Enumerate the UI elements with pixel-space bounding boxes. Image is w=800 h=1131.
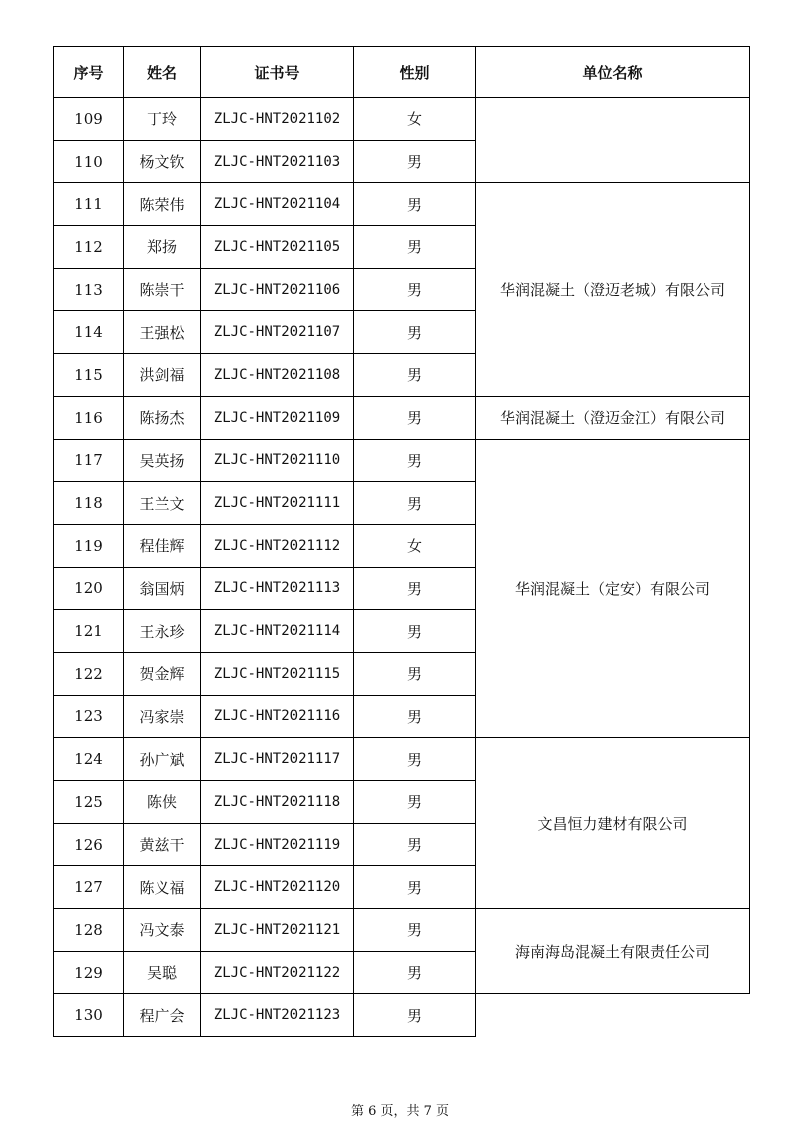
row-gender: 男	[354, 738, 476, 781]
row-seq: 126	[54, 823, 124, 866]
row-name: 丁玲	[124, 98, 201, 141]
row-unit-name	[476, 994, 750, 1037]
header-gender: 性别	[354, 47, 476, 98]
row-seq: 115	[54, 354, 124, 397]
row-cert-number: ZLJC-HNT2021117	[201, 738, 354, 781]
row-seq: 125	[54, 781, 124, 824]
row-cert-number: ZLJC-HNT2021119	[201, 823, 354, 866]
row-name: 杨文钦	[124, 140, 201, 183]
table-row	[54, 98, 750, 141]
row-seq: 122	[54, 652, 124, 695]
row-gender: 男	[354, 909, 476, 952]
row-name: 翁国炳	[124, 567, 201, 610]
row-gender: 男	[354, 823, 476, 866]
row-cert-number: ZLJC-HNT2021121	[201, 909, 354, 952]
row-name: 孙广斌	[124, 738, 201, 781]
row-unit-name: 华润混凝土（澄迈金江）有限公司	[476, 396, 750, 439]
row-cert-number: ZLJC-HNT2021104	[201, 183, 354, 226]
row-seq: 121	[54, 610, 124, 653]
row-name: 洪剑福	[124, 354, 201, 397]
row-name: 程佳辉	[124, 524, 201, 567]
row-gender: 男	[354, 183, 476, 226]
row-gender: 男	[354, 482, 476, 525]
row-unit-name	[476, 98, 750, 183]
row-name: 冯家崇	[124, 695, 201, 738]
row-name: 王兰文	[124, 482, 201, 525]
row-cert-number: ZLJC-HNT2021120	[201, 866, 354, 909]
row-gender: 男	[354, 866, 476, 909]
row-cert-number: ZLJC-HNT2021113	[201, 567, 354, 610]
row-seq: 109	[54, 98, 124, 141]
row-unit-name: 文昌恒力建材有限公司	[476, 738, 750, 909]
row-cert-number: ZLJC-HNT2021102	[201, 98, 354, 141]
row-name: 陈侠	[124, 781, 201, 824]
table-row	[54, 439, 750, 482]
row-seq: 116	[54, 396, 124, 439]
row-cert-number: ZLJC-HNT2021108	[201, 354, 354, 397]
table-body	[54, 98, 750, 1037]
table-row	[54, 396, 750, 439]
table-row	[54, 909, 750, 952]
row-cert-number: ZLJC-HNT2021118	[201, 781, 354, 824]
row-name: 吴英扬	[124, 439, 201, 482]
row-seq: 119	[54, 524, 124, 567]
row-name: 王永珍	[124, 610, 201, 653]
row-name: 程广会	[124, 994, 201, 1037]
row-gender: 男	[354, 994, 476, 1037]
row-cert-number: ZLJC-HNT2021123	[201, 994, 354, 1037]
row-gender: 男	[354, 652, 476, 695]
row-name: 陈扬杰	[124, 396, 201, 439]
row-seq: 127	[54, 866, 124, 909]
row-cert-number: ZLJC-HNT2021109	[201, 396, 354, 439]
header-name: 姓名	[124, 47, 201, 98]
row-cert-number: ZLJC-HNT2021111	[201, 482, 354, 525]
row-cert-number: ZLJC-HNT2021105	[201, 226, 354, 269]
row-name: 陈崇干	[124, 268, 201, 311]
row-gender: 男	[354, 140, 476, 183]
row-name: 冯文泰	[124, 909, 201, 952]
row-cert-number: ZLJC-HNT2021106	[201, 268, 354, 311]
row-gender: 男	[354, 396, 476, 439]
row-seq: 123	[54, 695, 124, 738]
row-gender: 男	[354, 439, 476, 482]
row-seq: 128	[54, 909, 124, 952]
header-seq: 序号	[54, 47, 124, 98]
row-gender: 男	[354, 695, 476, 738]
row-cert-number: ZLJC-HNT2021116	[201, 695, 354, 738]
row-gender: 男	[354, 354, 476, 397]
row-seq: 110	[54, 140, 124, 183]
table-row	[54, 994, 750, 1037]
table-header-row	[54, 47, 750, 98]
row-gender: 男	[354, 268, 476, 311]
row-name: 黄兹干	[124, 823, 201, 866]
row-cert-number: ZLJC-HNT2021114	[201, 610, 354, 653]
row-seq: 129	[54, 951, 124, 994]
row-seq: 120	[54, 567, 124, 610]
row-unit-name: 海南海岛混凝土有限责任公司	[476, 909, 750, 994]
row-name: 陈义福	[124, 866, 201, 909]
row-gender: 男	[354, 311, 476, 354]
row-gender: 男	[354, 781, 476, 824]
table-row	[54, 183, 750, 226]
row-cert-number: ZLJC-HNT2021115	[201, 652, 354, 695]
row-unit-name: 华润混凝土（定安）有限公司	[476, 439, 750, 738]
row-seq: 117	[54, 439, 124, 482]
row-cert-number: ZLJC-HNT2021112	[201, 524, 354, 567]
row-seq: 113	[54, 268, 124, 311]
row-gender: 男	[354, 610, 476, 653]
row-gender: 女	[354, 524, 476, 567]
table-row	[54, 738, 750, 781]
header-cert: 证书号	[201, 47, 354, 98]
row-name: 贺金辉	[124, 652, 201, 695]
row-unit-name: 华润混凝土（澄迈老城）有限公司	[476, 183, 750, 396]
row-cert-number: ZLJC-HNT2021122	[201, 951, 354, 994]
row-seq: 111	[54, 183, 124, 226]
row-seq: 130	[54, 994, 124, 1037]
row-cert-number: ZLJC-HNT2021110	[201, 439, 354, 482]
row-seq: 112	[54, 226, 124, 269]
row-seq: 118	[54, 482, 124, 525]
certificate-table-sheet	[53, 46, 749, 1051]
row-cert-number: ZLJC-HNT2021107	[201, 311, 354, 354]
page-footer: 第 6 页，共 7 页	[350, 1104, 450, 1119]
row-gender: 女	[354, 98, 476, 141]
certificate-table	[53, 46, 750, 1037]
row-seq: 124	[54, 738, 124, 781]
row-gender: 男	[354, 567, 476, 610]
header-unit: 单位名称	[476, 47, 750, 98]
row-seq: 114	[54, 311, 124, 354]
row-name: 吴聪	[124, 951, 201, 994]
row-name: 郑扬	[124, 226, 201, 269]
row-gender: 男	[354, 951, 476, 994]
row-name: 王强松	[124, 311, 201, 354]
row-gender: 男	[354, 226, 476, 269]
row-name: 陈荣伟	[124, 183, 201, 226]
row-cert-number: ZLJC-HNT2021103	[201, 140, 354, 183]
